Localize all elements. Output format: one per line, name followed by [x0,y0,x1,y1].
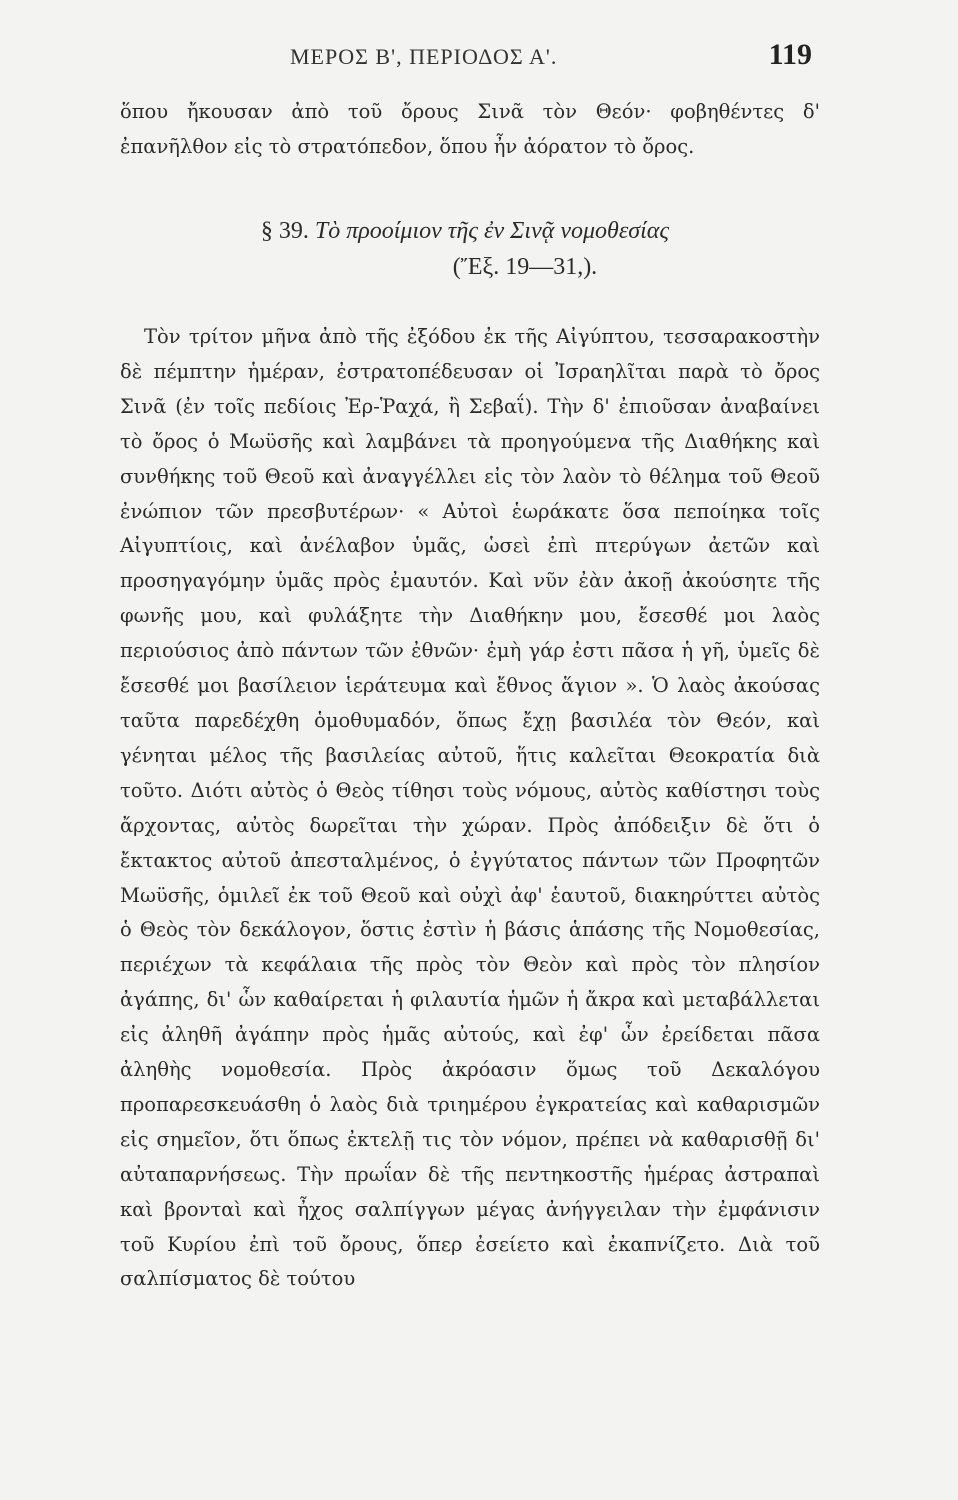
body-text-block [120,320,820,1297]
section-number: § 39. [260,218,309,244]
opening-paragraph-block [120,95,820,165]
body-paragraph: Τὸν τρίτον μῆνα ἀπὸ τῆς ἐξόδου ἐκ τῆς Αἰγύπτου, τεσσαρακοστὴν δὲ πέμπτην ἡμέραν, ἐστρατοπέδευσαν οἱ Ἰσραηλῖται παρὰ τὸ ὄρος Σινᾶ (ἐν τοῖς πεδίοις Ἐρ-Ῥαχά, ἢ Σεβαΐ). Τὴν δ' ἐπιοῦσαν ἀναβαίνει τὸ ὄρος ὁ Μωϋσῆς καὶ λαμβάνει τὰ προηγούμενα τῆς Διαθήκης καὶ συνθήκης τοῦ Θεοῦ καὶ ἀναγγέλλει εἰς τὸν λαὸν τὸ θέλημα τοῦ Θεοῦ ἐνώπιον τῶν πρεσβυτέρων· « Αὐτοὶ ἑωράκατε ὅσα πεποίηκα τοῖς Αἰγυπτίοις, καὶ ἀνέλαβον ὑμᾶς, ὡσεὶ ἐπὶ πτερύγων ἀετῶν καὶ προσηγαγόμην ὑμᾶς πρὸς ἐμαυτόν. Καὶ νῦν ἐὰν ἀκοῇ ἀκούσητε τῆς φωνῆς μου, καὶ φυλάξητε τὴν Διαθήκην μου, ἔσεσθέ μοι λαὸς περιούσιος ἀπὸ πάντων τῶν ἐθνῶν· ἐμὴ γάρ ἐστι πᾶσα ἡ γῆ, ὑμεῖς δὲ ἔσεσθέ μοι βασίλειον ἱεράτευμα καὶ ἔθνος ἅγιον ». Ὁ λαὸς ἀκούσας ταῦτα παρεδέχθη ὁμοθυμαδόν, ὅπως ἔχῃ βασιλέα τὸν Θεόν, καὶ γένηται μέλος τῆς βασιλείας αὐτοῦ, ἥτις καλεῖται Θεοκρατία διὰ τοῦτο. Διότι αὐτὸς ὁ Θεὸς τίθησι τοὺς νόμους, αὐτὸς καθίστησι τοὺς ἄρχοντας, αὐτὸς δωρεῖται τὴν χώραν. Πρὸς ἀπόδειξιν δὲ ὅτι ὁ ἔκτακτος αὐτοῦ ἀπεσταλμένος, ὁ ἐγγύτατος πάντων τῶν Προφητῶν Μωϋσῆς, ὁμιλεῖ ἐκ τοῦ Θεοῦ καὶ οὐχὶ ἀφ' ἑαυτοῦ, διακηρύττει αὐτὸς ὁ Θεὸς τὸν δεκάλογον, ὅστις ἐστὶν ἡ βάσις ἁπάσης τῆς Νομοθεσίας, περιέχων τὰ κεφάλαια τῆς πρὸς τὸν Θεὸν καὶ πρὸς τὸν πλησίον ἀγάπης, δι' ὧν καθαίρεται ἡ φιλαυτία ἡμῶν ἡ ἄκρα καὶ μεταβάλλεται εἰς ἀληθῆ ἀγάπην πρὸς ἡμᾶς αὐτούς, καὶ ἐφ' ὧν ἐρείδεται πᾶσα ἀληθὴς νομοθεσία. Πρὸς ἀκρόασιν ὅμως τοῦ Δεκαλόγου προπαρεσκευάσθη ὁ λαὸς διὰ τριημέρου ἐγκρατείας καὶ καθαρισμῶν εἰς σημεῖον, ὅτι ὅπως ἐκτελῇ τις τὸν νόμον, πρέπει νὰ καθαρισθῇ δι' αὐταπαρνήσεως. Τὴν πρωΐαν δὲ τῆς πεντηκοστῆς ἡμέρας ἀστραπαὶ καὶ βρονταὶ καὶ ἦχος σαλπίγγων μέγας ἀνήγγειλαν τὴν ἐμφάνισιν τοῦ Κυρίου ἐπὶ τοῦ ὄρους, ὅπερ ἐσείετο καὶ ἐκαπνίζετο. Διὰ τοῦ σαλπίσματος δὲ τούτου [120,325,820,1291]
section-heading [185,213,745,285]
running-head: ΜΕΡΟΣ Β', ΠΕΡΙΟΔΟΣ Α'. [290,44,558,69]
page-header [100,38,812,78]
opening-paragraph: ὅπου ἤκουσαν ἀπὸ τοῦ ὄρους Σινᾶ τὸν Θεόν· φοβηθέντες δ' ἐπανῆλθον εἰς τὸ στρατόπεδον, ὅπου ἦν ἀόρατον τὸ ὄρος. [120,100,820,158]
section-title: Τὸ προοίμιον τῆς ἐν Σινᾷ νομοθεσίας [314,218,670,244]
page-number: 119 [768,38,812,71]
section-reference: (Ἔξ. 19—31,). [452,254,598,280]
